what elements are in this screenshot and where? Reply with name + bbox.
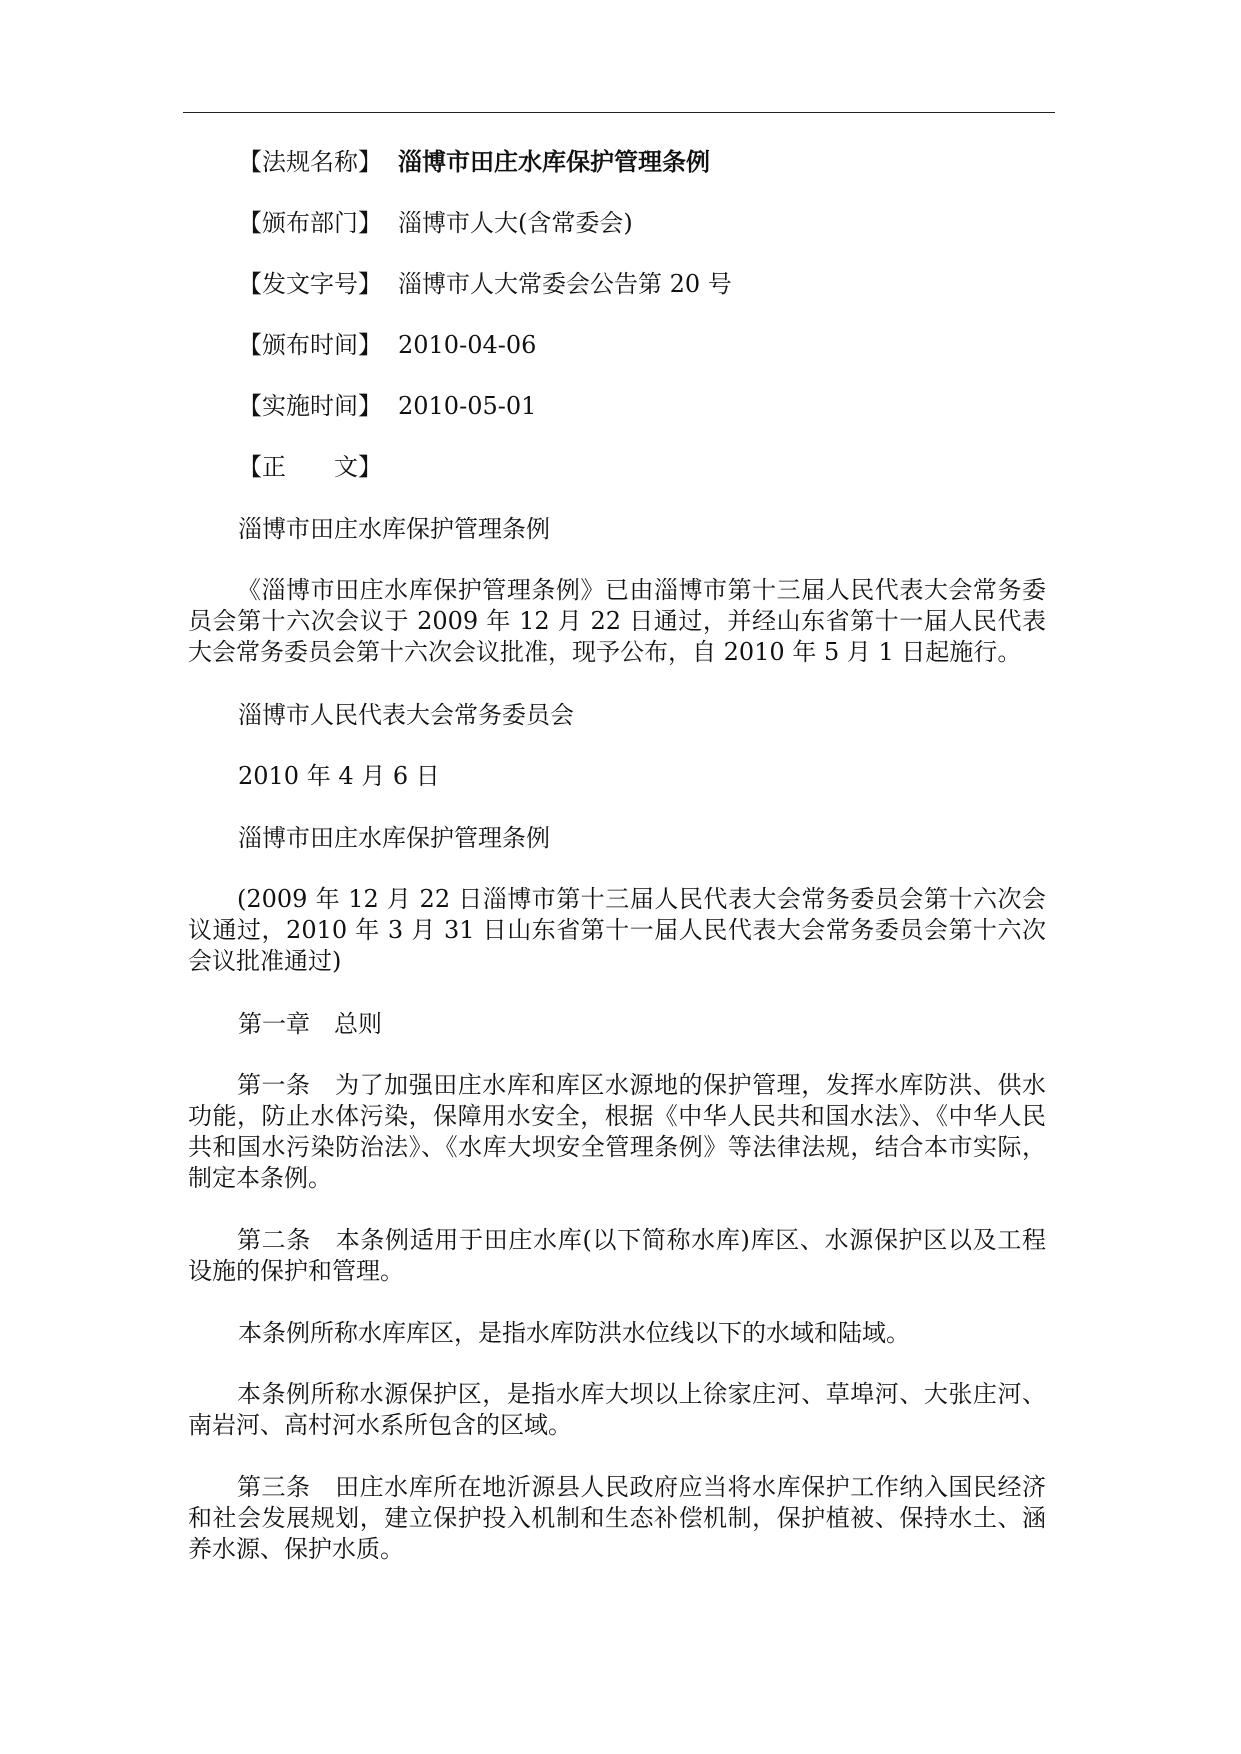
meta-dept-row <box>238 208 633 238</box>
meta-dept-label: 【颁布部门】 <box>238 209 382 237</box>
meta-dept-value: 淄博市人大(含常委会) <box>398 209 633 237</box>
meta-body-label: 【正 文】 <box>238 453 382 481</box>
announcement-paragraph: 《淄博市田庄水库保护管理条例》已由淄博市第十三届人民代表大会常务委员会第十六次会议于 2009 年 12 月 22 日通过，并经山东省第十一届人民代表大会常务委员会第十六次会议批准，现予公布，自 2010 年 5 月 1 日起施行。 <box>188 576 1046 666</box>
meta-title-label: 【法规名称】 <box>238 148 382 176</box>
date-line: 2010 年 4 月 6 日 <box>238 762 440 790</box>
meta-effect-row <box>238 391 536 421</box>
article-3: 第三条 田庄水库所在地沂源县人民政府应当将水库保护工作纳入国民经济和社会发展规划，建立保护投入机制和生态补偿机制，保护植被、保持水土、涵养水源、保护水质。 <box>188 1473 1046 1563</box>
meta-docno-value: 淄博市人大常委会公告第 20 号 <box>398 270 732 298</box>
meta-effect-value: 2010-05-01 <box>398 392 537 420</box>
meta-issue-row <box>238 330 536 360</box>
body-heading-2: 淄博市田庄水库保护管理条例 <box>238 824 550 852</box>
meta-body-row <box>238 452 398 482</box>
chapter-1-heading: 第一章 总则 <box>238 1010 382 1038</box>
meta-docno-row <box>238 269 732 299</box>
article-2: 第二条 本条例适用于田庄水库(以下简称水库)库区、水源保护区以及工程设施的保护和管理。 <box>188 1226 1046 1285</box>
meta-docno-label: 【发文字号】 <box>238 270 382 298</box>
header-rule <box>183 112 1055 113</box>
meta-title-value: 淄博市田庄水库保护管理条例 <box>398 147 710 176</box>
article-1: 第一条 为了加强田庄水库和库区水源地的保护管理，发挥水库防洪、供水功能，防止水体污染，保障用水安全，根据《中华人民共和国水法》、《中华人民共和国水污染防治法》、《水库大坝安全管理条例》等法律法规，结合本市实际，制定本条例。 <box>188 1071 1046 1192</box>
article-2-paragraph-3: 本条例所称水源保护区，是指水库大坝以上徐家庄河、草埠河、大张庄河、南岩河、高村河水系所包含的区域。 <box>188 1380 1046 1439</box>
meta-issue-label: 【颁布时间】 <box>238 331 382 359</box>
meta-issue-value: 2010-04-06 <box>398 331 537 359</box>
article-2-paragraph-2: 本条例所称水库库区，是指水库防洪水位线以下的水域和陆域。 <box>238 1319 910 1347</box>
issuer-line: 淄博市人民代表大会常务委员会 <box>238 701 574 729</box>
meta-title-row <box>238 147 710 177</box>
approval-note: (2009 年 12 月 22 日淄博市第十三届人民代表大会常务委员会第十六次会议通过，2010 年 3 月 31 日山东省第十一届人民代表大会常务委员会第十六次会议批准通过) <box>188 885 1046 975</box>
meta-effect-label: 【实施时间】 <box>238 392 382 420</box>
body-heading-1: 淄博市田庄水库保护管理条例 <box>238 515 550 543</box>
